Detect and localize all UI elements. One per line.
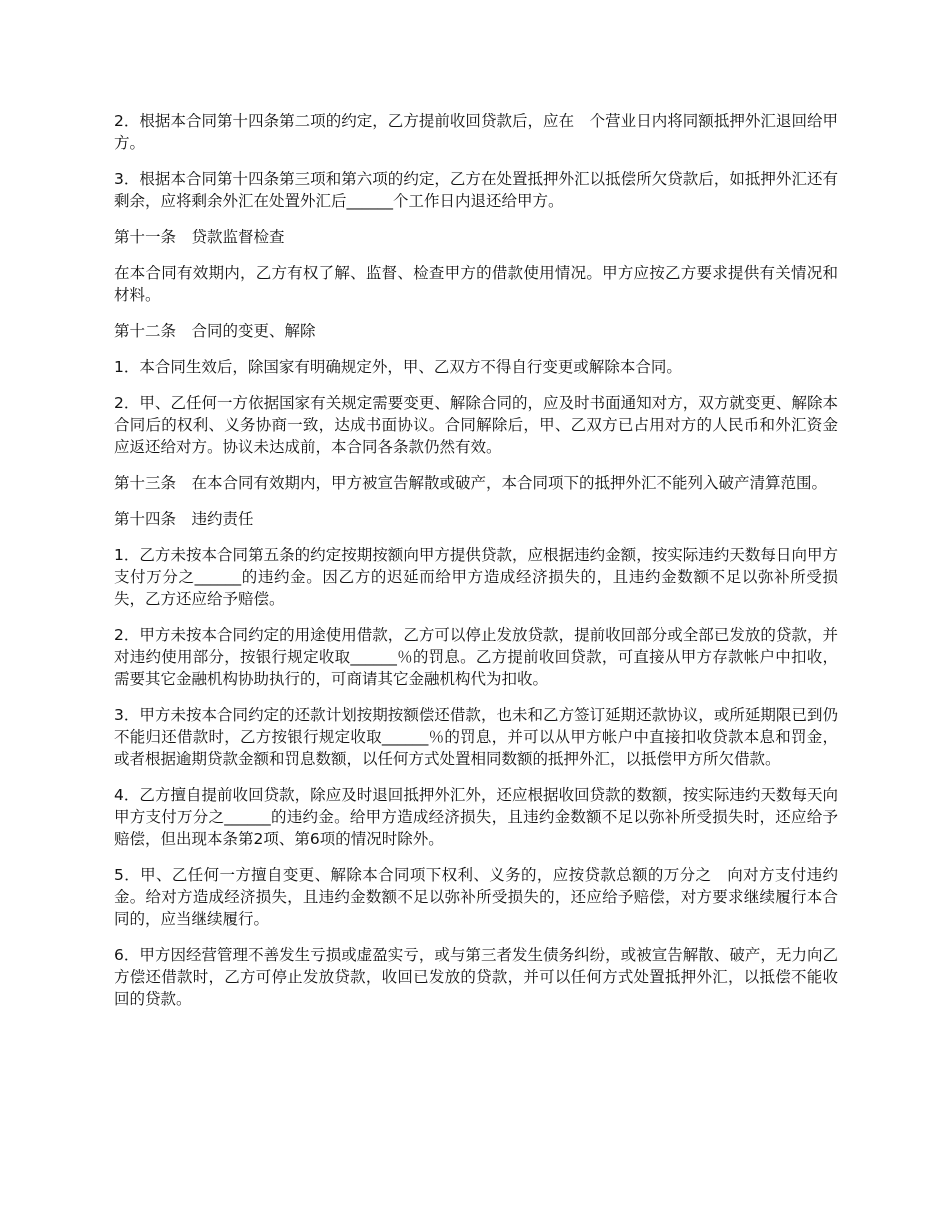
clause-12-item-2: 2．甲、乙任何一方依据国家有关规定需要变更、解除合同的，应及时书面通知对方，双方就变更、解除本合同后的权利、义务协商一致，达成书面协议。合同解除后，甲、乙双方已占用对方的人民币和外汇资金应返还给对方。协议未达成前，本合同各条款仍然有效。 bbox=[114, 394, 838, 456]
clause-12-heading: 第十二条 合同的变更、解除 bbox=[114, 322, 316, 340]
clause-10-item-3: 3．根据本合同第十四条第三项和第六项的约定，乙方在处置抵押外汇以抵偿所欠贷款后，如抵押外汇还有剩余，应将剩余外汇在处置外汇后______个工作日内退还给甲方。 bbox=[114, 170, 838, 210]
clause-14-item-3: 3．甲方未按本合同约定的还款计划按期按额偿还借款，也未和乙方签订延期还款协议，或所延期限已到仍不能归还借款时，乙方按银行规定收取______％的罚息，并可以从甲方帐户中直接扣收贷款本息和罚金，或者根据逾期贷款金额和罚息数额，以任何方式处置相同数额的抵押外汇，以抵偿甲方所欠借款。 bbox=[114, 706, 838, 768]
clause-14-item-1: 1．乙方未按本合同第五条的约定按期按额向甲方提供贷款，应根据违约金额，按实际违约天数每日向甲方支付万分之______的违约金。因乙方的迟延而给甲方造成经济损失的，且违约金数额不足以弥补所受损失，乙方还应给予赔偿。 bbox=[114, 546, 838, 608]
clause-14-item-2: 2．甲方未按本合同约定的用途使用借款，乙方可以停止发放贷款，提前收回部分或全部已发放的贷款，并对违约使用部分，按银行规定收取______％的罚息。乙方提前收回贷款，可直接从甲方存款帐户中扣收，需要其它金融机构协助执行的，可商请其它金融机构代为扣收。 bbox=[114, 626, 838, 688]
clause-11-heading: 第十一条 贷款监督检查 bbox=[114, 228, 285, 246]
clause-14-item-6: 6．甲方因经营管理不善发生亏损或虚盈实亏，或与第三者发生债务纠纷，或被宣告解散、破产，无力向乙方偿还借款时，乙方可停止发放贷款，收回已发放的贷款，并可以任何方式处置抵押外汇，以抵偿不能收回的贷款。 bbox=[114, 946, 838, 1008]
clause-10-item-2: 2．根据本合同第十四条第二项的约定，乙方提前收回贷款后，应在 个营业日内将同额抵押外汇退回给甲方。 bbox=[114, 112, 838, 152]
clause-14-item-5: 5．甲、乙任何一方擅自变更、解除本合同项下权利、义务的，应按贷款总额的万分之 向对方支付违约金。给对方造成经济损失，且违约金数额不足以弥补所受损失的，还应给予赔偿，对方要求继续履行本合同的，应当继续履行。 bbox=[114, 866, 838, 928]
clause-12-item-1: 1．本合同生效后，除国家有明确规定外，甲、乙双方不得自行变更或解除本合同。 bbox=[114, 358, 682, 376]
clause-14-item-4: 4．乙方擅自提前收回贷款，除应及时退回抵押外汇外，还应根据收回贷款的数额，按实际违约天数每天向甲方支付万分之______的违约金。给甲方造成经济损失，且违约金数额不足以弥补所受损失时，还应给予赔偿，但出现本条第2项、第6项的情况时除外。 bbox=[114, 786, 838, 848]
clause-13: 第十三条 在本合同有效期内，甲方被宣告解散或破产，本合同项下的抵押外汇不能列入破产清算范围。 bbox=[114, 474, 828, 492]
clause-14-heading: 第十四条 违约责任 bbox=[114, 510, 254, 528]
document-body bbox=[114, 110, 838, 1024]
clause-11-body: 在本合同有效期内，乙方有权了解、监督、检查甲方的借款使用情况。甲方应按乙方要求提供有关情况和材料。 bbox=[114, 264, 838, 304]
